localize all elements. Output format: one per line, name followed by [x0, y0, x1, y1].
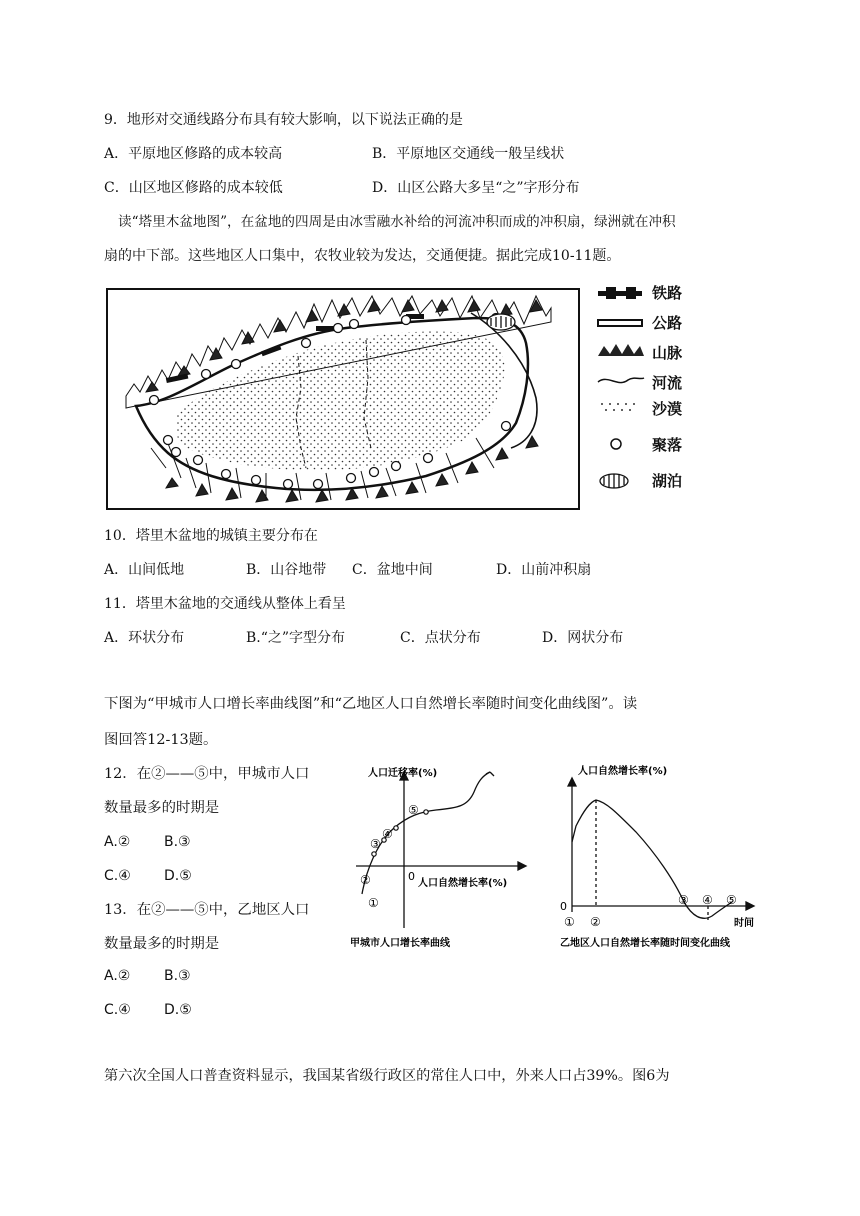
q13-stem-line2: 数量最多的时期是	[104, 936, 220, 952]
q10-option-b[interactable]: B．山谷地带	[246, 562, 327, 578]
tarim-basin-map	[106, 288, 580, 510]
legend-river-label: 河流	[652, 374, 683, 392]
q10-option-d[interactable]: D．山前冲积扇	[496, 562, 592, 578]
q11-option-b[interactable]: B.“之”字型分布	[246, 630, 346, 646]
lake	[487, 314, 515, 330]
legend-symbols	[596, 284, 646, 498]
chart1-label-5: ⑤	[408, 803, 419, 817]
intro-tarim-line2: 扇的中下部。这些地区人口集中，农牧业较为发达，交通便捷。据此完成10-11题。	[104, 248, 621, 264]
legend-lake-label: 湖泊	[652, 472, 683, 490]
chart1-point-5	[424, 810, 428, 814]
q12-option-a[interactable]: A.②	[104, 834, 131, 850]
q13-stem-line1: 13．在②——⑤中，乙地区人口	[104, 902, 310, 918]
q12-option-d[interactable]: D.⑤	[164, 868, 192, 884]
legend-mountain-label: 山脉	[652, 344, 683, 362]
intro-population-line2: 图回答12-13题。	[104, 732, 218, 748]
legend-highway-label: 公路	[652, 314, 683, 332]
legend-desert-symbol	[601, 403, 635, 411]
q11-stem: 11．塔里木盆地的交通线从整体上看呈	[104, 596, 346, 612]
chart2-ylabel: 人口自然增长率(%)	[578, 766, 668, 777]
q12-stem-line2: 数量最多的时期是	[104, 800, 220, 816]
q10-stem: 10．塔里木盆地的城镇主要分布在	[104, 528, 318, 544]
map-legend	[596, 284, 706, 498]
closing-paragraph-line1: 第六次全国人口普查资料显示，我国某省级行政区的常住人口中，外来人口占39%。图6为	[104, 1068, 670, 1084]
q11-option-d[interactable]: D．网状分布	[542, 630, 624, 646]
chart2-label-1: ①	[564, 915, 575, 929]
chart1-caption: 甲城市人口增长率曲线	[350, 938, 450, 949]
q10-option-c[interactable]: C．盆地中间	[352, 562, 433, 578]
chart-city-growth	[348, 762, 538, 952]
legend-desert-label: 沙漠	[652, 400, 683, 418]
chart2-label-3: ③	[678, 893, 689, 907]
legend-settlement-label: 聚落	[652, 436, 683, 454]
q9-option-c[interactable]: C．山区地区修路的成本较低	[104, 180, 283, 196]
legend-highway-symbol	[598, 320, 642, 326]
q13-option-b[interactable]: B.③	[164, 968, 191, 984]
chart2-origin: 0	[560, 900, 567, 913]
chart1-point-2	[372, 852, 376, 856]
chart1-ylabel: 人口迁移率(%)	[368, 768, 438, 779]
q13-option-c[interactable]: C.④	[104, 1002, 131, 1018]
chart2-label-2: ②	[590, 915, 601, 929]
chart2-xlabel: 时间	[734, 918, 754, 929]
q12-stem-line1: 12．在②——⑤中，甲城市人口	[104, 766, 310, 782]
legend-railway-label: 铁路	[652, 284, 683, 302]
q11-option-a[interactable]: A．环状分布	[104, 630, 185, 646]
q9-option-d[interactable]: D．山区公路大多呈“之”字形分布	[372, 180, 580, 196]
legend-lake-symbol	[600, 474, 628, 488]
q9-option-b[interactable]: B．平原地区交通线一般呈线状	[372, 146, 565, 162]
q13-option-a[interactable]: A.②	[104, 968, 131, 984]
chart-region-natural-growth	[556, 762, 766, 952]
q9-stem: 9．地形对交通线路分布具有较大影响，以下说法正确的是	[104, 112, 463, 128]
chart2-caption: 乙地区人口自然增长率随时间变化曲线	[560, 938, 730, 949]
legend-river-symbol	[598, 378, 644, 383]
chart1-point-4	[394, 826, 398, 830]
chart1-label-4: ④	[382, 827, 393, 841]
chart1-origin: 0	[408, 870, 415, 883]
chart2-label-4: ④	[702, 893, 713, 907]
legend-settlement-symbol	[611, 439, 621, 449]
chart1-label-1: ①	[368, 896, 379, 910]
chart1-label-3: ③	[370, 837, 381, 851]
intro-population-line1: 下图为“甲城市人口增长率曲线图”和“乙地区人口自然增长率随时间变化曲线图”。读	[104, 696, 638, 712]
chart1-label-2: ②	[360, 873, 371, 887]
q12-option-c[interactable]: C.④	[104, 868, 131, 884]
legend-mountain-symbol	[598, 344, 644, 356]
q10-option-a[interactable]: A．山间低地	[104, 562, 185, 578]
q13-option-d[interactable]: D.⑤	[164, 1002, 192, 1018]
q11-option-c[interactable]: C．点状分布	[400, 630, 481, 646]
chart1-xlabel: 人口自然增长率(%)	[418, 878, 508, 889]
q9-option-a[interactable]: A．平原地区修路的成本较高	[104, 146, 283, 162]
q12-option-b[interactable]: B.③	[164, 834, 191, 850]
intro-tarim-line1: 读“塔里木盆地图”，在盆地的四周是由冰雪融水补给的河流冲积而成的冲积扇，绿洲就在冲积	[118, 214, 676, 230]
chart2-label-5: ⑤	[726, 893, 737, 907]
